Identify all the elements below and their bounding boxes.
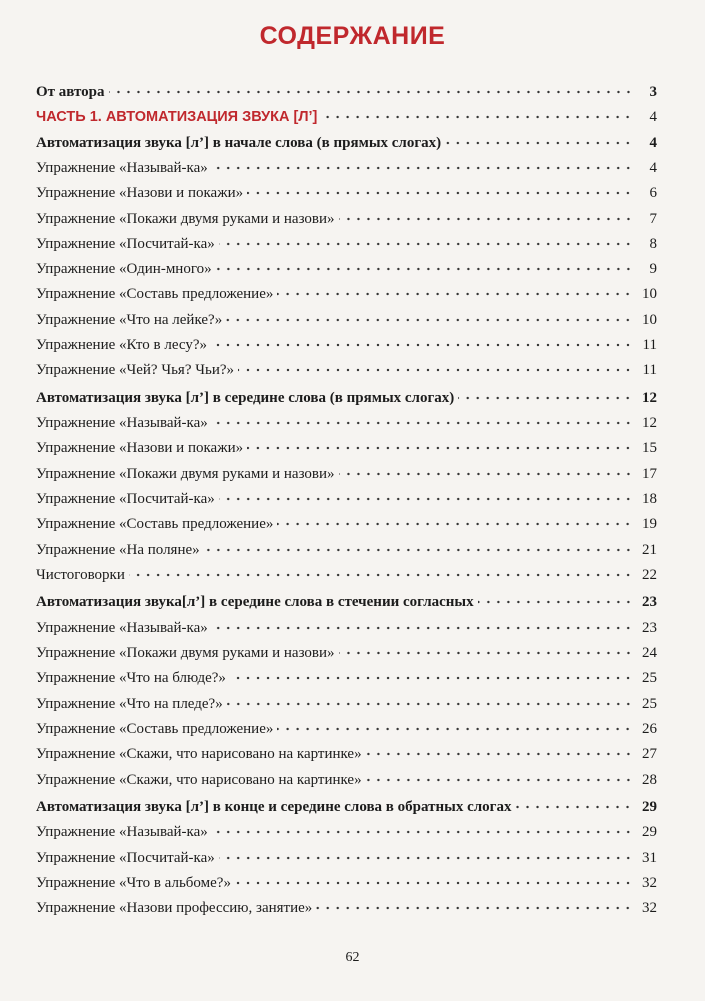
toc-entry-page: 4: [649, 109, 657, 126]
toc-entry-page: 10: [642, 311, 657, 328]
toc-entry-page: 27: [642, 746, 657, 763]
toc-entry-title: Упражнение «Что на блюде?»: [36, 670, 226, 687]
toc-entry-title: Упражнение «Составь предложение»: [36, 516, 274, 533]
toc-entry-title: Упражнение «Покажи двумя руками и назови»: [36, 210, 335, 227]
toc-entry-page: 12: [642, 389, 657, 406]
toc-entry-title: Упражнение «Чей? Чья? Чьи?»: [36, 362, 235, 379]
toc-section-heading[interactable]: [36, 795, 657, 819]
toc-entry[interactable]: [36, 207, 657, 231]
toc-entry-title: Автоматизация звука [л’] в середине слова (в прямых слогах): [36, 389, 455, 406]
toc-entry-title: Упражнение «Посчитай-ка»: [36, 849, 215, 866]
toc-entry[interactable]: [36, 641, 657, 665]
toc-entry-page: 32: [642, 874, 657, 891]
toc-section-heading[interactable]: [36, 590, 657, 614]
toc-entry-page: 7: [649, 210, 657, 227]
page-title: СОДЕРЖАНИЕ: [259, 22, 446, 50]
toc-entry-page: 11: [642, 337, 657, 353]
toc-entry[interactable]: [36, 181, 657, 205]
toc-entry[interactable]: [36, 232, 657, 256]
toc-entry-page: 12: [642, 415, 657, 432]
toc-entry-page: 10: [642, 286, 657, 303]
dot-leader: [277, 727, 633, 731]
toc-entry[interactable]: [36, 666, 657, 690]
toc-entry-page: 23: [642, 619, 657, 636]
toc-entry-page: 18: [642, 491, 657, 507]
toc-entry-title: Упражнение «Составь предложение»: [36, 286, 274, 303]
toc-entry[interactable]: [36, 436, 657, 460]
toc-entry-page: 29: [642, 799, 657, 815]
toc-section-heading[interactable]: [36, 386, 657, 410]
toc-entry-title: Упражнение «Что в альбоме?»: [36, 874, 231, 891]
toc-entry-page: 24: [642, 645, 657, 661]
toc-entry-page: 19: [642, 516, 657, 533]
toc-entry-title: Чистоговорки: [36, 566, 125, 583]
toc-entry-title: Упражнение «Скажи, что нарисовано на картинке»: [36, 746, 362, 763]
dot-leader: [458, 396, 633, 400]
dot-leader: [247, 191, 633, 195]
dot-leader: [216, 267, 633, 271]
toc-entry-title: Упражнение «Посчитай-ка»: [36, 491, 215, 507]
toc-entry-page: 9: [649, 261, 657, 278]
dot-leader: [129, 573, 633, 577]
toc-entry-title: Упражнение «На поляне»: [36, 541, 200, 558]
dot-leader: [204, 548, 633, 552]
toc-entry-page: 28: [642, 771, 657, 788]
toc-entry[interactable]: [36, 563, 657, 587]
toc-entry[interactable]: [36, 896, 657, 920]
dot-leader: [212, 166, 633, 170]
toc-entry-page: 23: [642, 594, 657, 611]
toc-entry-title: Автоматизация звука[л’] в середине слова в стечении согласных: [36, 594, 474, 611]
toc-entry-page: 4: [649, 159, 657, 176]
toc-entry-title: Упражнение «Что на пледе?»: [36, 695, 223, 712]
toc-entry[interactable]: [36, 717, 657, 741]
dot-leader: [339, 472, 633, 476]
dot-leader: [478, 600, 633, 604]
toc-entry[interactable]: [36, 871, 657, 895]
toc-entry[interactable]: [36, 487, 657, 511]
toc-entry-page: 25: [642, 695, 657, 712]
toc-entry-page: 15: [642, 440, 657, 457]
dot-leader: [109, 90, 633, 94]
toc-entry-title: Упражнение «Покажи двумя руками и назови»: [36, 465, 335, 482]
toc-entry[interactable]: [36, 308, 657, 332]
dot-leader: [211, 343, 633, 347]
toc-entry-title: От автора: [36, 84, 105, 100]
toc-entry[interactable]: [36, 846, 657, 870]
toc-entry-title: Упражнение «Один-много»: [36, 261, 212, 278]
toc-entry-page: 31: [642, 849, 657, 866]
dot-leader: [247, 446, 633, 450]
dot-leader: [277, 292, 633, 296]
toc-entry-title: Упражнение «Называй-ка»: [36, 415, 208, 432]
toc-entry[interactable]: [36, 820, 657, 844]
toc-entry[interactable]: [36, 411, 657, 435]
page-number: 62: [345, 950, 360, 965]
toc-entry-title: Упражнение «Называй-ка»: [36, 619, 208, 636]
dot-leader: [226, 318, 633, 322]
toc-entry-title: Упражнение «Кто в лесу?»: [36, 337, 208, 353]
toc-entry[interactable]: [36, 333, 657, 357]
toc-entry-title: ЧАСТЬ 1. АВТОМАТИЗАЦИЯ ЗВУКА [Л’]: [36, 109, 318, 126]
toc-entry-page: 25: [642, 670, 657, 687]
toc-entry[interactable]: [36, 462, 657, 486]
toc-entry-page: 6: [649, 185, 657, 202]
toc-entry[interactable]: [36, 156, 657, 180]
toc-entry-title: Упражнение «Скажи, что нарисовано на картинке»: [36, 771, 362, 788]
dot-leader: [212, 830, 633, 834]
dot-leader: [316, 906, 633, 910]
toc-entry[interactable]: [36, 358, 657, 382]
toc-entry[interactable]: [36, 616, 657, 640]
toc-entry[interactable]: [36, 538, 657, 562]
dot-leader: [219, 497, 633, 501]
toc-entry-page: 26: [642, 720, 657, 737]
toc-entry-page: 29: [642, 824, 657, 841]
dot-leader: [321, 115, 633, 119]
toc-entry-title: Упражнение «Посчитай-ка»: [36, 235, 215, 252]
toc-entry-page: 32: [642, 900, 657, 917]
toc-entry-page: 11: [642, 362, 657, 379]
dot-leader: [219, 242, 633, 246]
toc-entry-title: Автоматизация звука [л’] в конце и середине слова в обратных слогах: [36, 799, 512, 815]
toc-entry-page: 4: [649, 134, 657, 151]
toc-entry[interactable]: [36, 742, 657, 766]
toc-entry[interactable]: [36, 512, 657, 536]
toc-entry-title: Упражнение «Составь предложение»: [36, 720, 274, 737]
toc-entry-title: Автоматизация звука [л’] в начале слова (в прямых слогах): [36, 134, 442, 151]
toc-entry[interactable]: [36, 257, 657, 281]
toc-entry-title: Упражнение «Что на лейке?»: [36, 311, 223, 328]
toc-entry[interactable]: [36, 768, 657, 792]
toc-entry-title: Упражнение «Назови и покажи»: [36, 440, 244, 457]
dot-leader: [212, 421, 633, 425]
toc-entry-page: 3: [649, 84, 657, 100]
dot-leader: [219, 856, 633, 860]
dot-leader: [212, 626, 633, 630]
toc-entry-title: Упражнение «Назови и покажи»: [36, 185, 244, 202]
dot-leader: [339, 217, 633, 221]
toc-entry-page: 17: [642, 465, 657, 482]
toc-entry-page: 21: [642, 541, 657, 558]
toc-entry-title: Упражнение «Называй-ка»: [36, 159, 208, 176]
dot-leader: [339, 651, 633, 655]
dot-leader: [445, 141, 633, 145]
toc-part-heading[interactable]: [36, 105, 657, 129]
toc-entry[interactable]: [36, 282, 657, 306]
toc-entry-page: 22: [642, 566, 657, 583]
dot-leader: [227, 702, 633, 706]
dot-leader: [235, 881, 633, 885]
dot-leader: [366, 752, 633, 756]
toc-entry-page: 8: [649, 235, 657, 252]
toc-section-heading[interactable]: [36, 80, 657, 104]
toc-entry[interactable]: [36, 692, 657, 716]
dot-leader: [277, 522, 633, 526]
toc-section-heading[interactable]: [36, 131, 657, 155]
toc-entry-title: Упражнение «Покажи двумя руками и назови»: [36, 645, 335, 661]
toc-entry-title: Упражнение «Называй-ка»: [36, 824, 208, 841]
dot-leader: [515, 805, 633, 809]
toc-entry-title: Упражнение «Назови профессию, занятие»: [36, 900, 313, 917]
dot-leader: [230, 676, 633, 680]
dot-leader: [366, 778, 633, 782]
dot-leader: [238, 368, 633, 372]
